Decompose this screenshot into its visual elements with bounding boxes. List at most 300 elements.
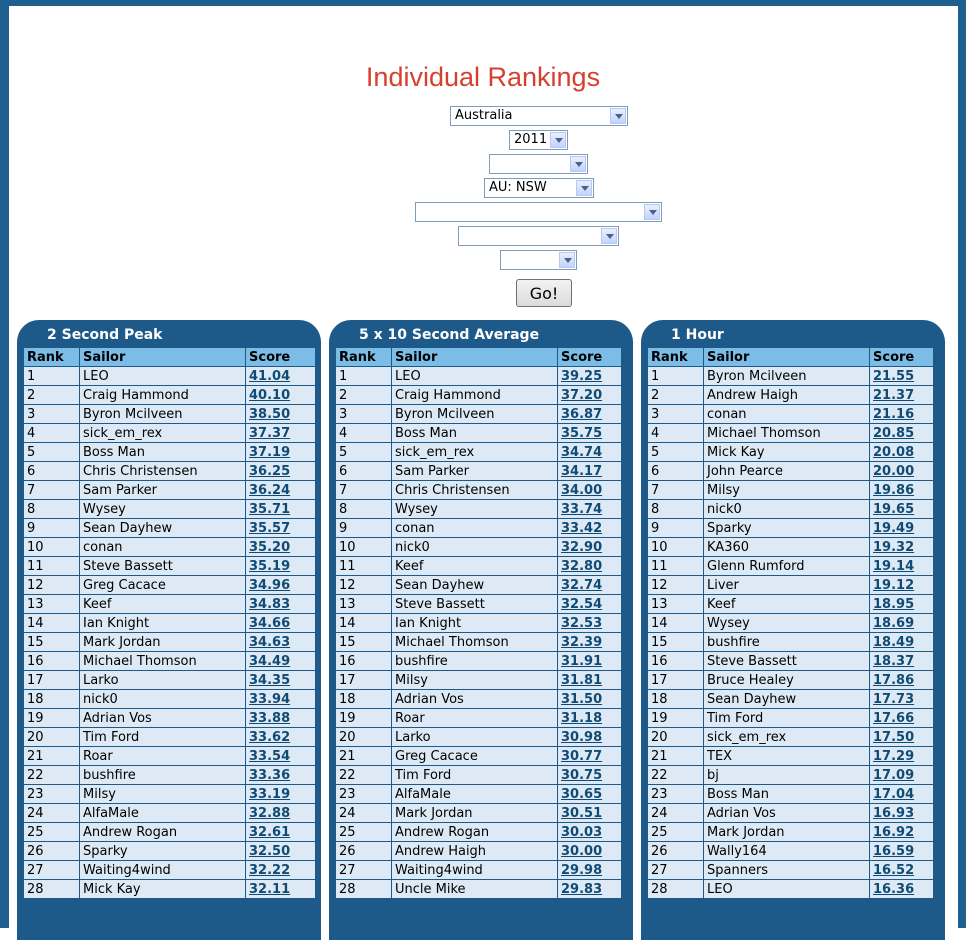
- rank-cell: 7: [24, 481, 80, 500]
- rank-cell: 12: [24, 576, 80, 595]
- score-cell: [870, 633, 934, 652]
- score-link[interactable]: 33.94: [249, 691, 291, 707]
- sailor-cell: Andrew Haigh: [704, 386, 870, 405]
- score-link[interactable]: 36.24: [249, 482, 291, 498]
- table-row: [24, 823, 316, 842]
- table-row: [24, 405, 316, 424]
- score-link[interactable]: 16.92: [873, 824, 915, 840]
- rank-cell: 9: [648, 519, 704, 538]
- score-cell: [558, 842, 622, 861]
- page-title: Individual Rankings: [365, 62, 601, 92]
- score-link[interactable]: 35.20: [249, 539, 291, 555]
- rank-cell: 1: [24, 367, 80, 386]
- table-row: [24, 766, 316, 785]
- sailor-cell: Steve Bassett: [704, 652, 870, 671]
- score-link[interactable]: 35.57: [249, 520, 291, 536]
- table-row: [648, 462, 934, 481]
- score-link[interactable]: 19.65: [873, 501, 915, 517]
- table-row: [648, 500, 934, 519]
- score-cell: [870, 405, 934, 424]
- column-header-sailor: Sailor: [80, 348, 246, 367]
- score-link[interactable]: 34.00: [561, 482, 603, 498]
- table-row: [336, 386, 622, 405]
- sailor-cell: Glenn Rumford: [704, 557, 870, 576]
- score-cell: [558, 880, 622, 899]
- score-link[interactable]: 37.19: [249, 444, 291, 460]
- table-row: [336, 462, 622, 481]
- score-cell: [870, 671, 934, 690]
- column-header-rank: Rank: [648, 348, 704, 367]
- score-link[interactable]: 39.25: [561, 368, 603, 384]
- score-cell: [870, 424, 934, 443]
- score-link[interactable]: 36.87: [561, 406, 603, 422]
- sailor-cell: bushfire: [704, 633, 870, 652]
- score-link[interactable]: 41.04: [249, 368, 291, 384]
- score-cell: [558, 690, 622, 709]
- score-link[interactable]: 34.49: [249, 653, 291, 669]
- score-link[interactable]: 30.77: [561, 748, 603, 764]
- sailor-cell: Waiting4wind: [392, 861, 558, 880]
- sailor-cell: Chris Christensen: [392, 481, 558, 500]
- sailor-cell: Greg Cacace: [392, 747, 558, 766]
- score-link[interactable]: 30.65: [561, 786, 603, 802]
- score-cell: [246, 443, 316, 462]
- gender-select[interactable]: [500, 250, 577, 270]
- state-select[interactable]: [484, 178, 594, 198]
- score-cell: [246, 405, 316, 424]
- rank-cell: 24: [24, 804, 80, 823]
- score-cell: [870, 462, 934, 481]
- table-row: [336, 785, 622, 804]
- team-select[interactable]: [415, 202, 662, 222]
- rank-cell: 28: [336, 880, 392, 899]
- table-row: [648, 576, 934, 595]
- score-link[interactable]: 31.81: [561, 672, 603, 688]
- country-select-value: Australia: [455, 108, 513, 123]
- sailor-cell: bushfire: [80, 766, 246, 785]
- rank-cell: 24: [336, 804, 392, 823]
- sailor-cell: nick0: [392, 538, 558, 557]
- score-link[interactable]: 18.69: [873, 615, 915, 631]
- score-link[interactable]: 20.00: [873, 463, 915, 479]
- table-row: [336, 652, 622, 671]
- score-link[interactable]: 33.42: [561, 520, 603, 536]
- sailor-cell: nick0: [704, 500, 870, 519]
- score-link[interactable]: 17.86: [873, 672, 915, 688]
- score-link[interactable]: 34.74: [561, 444, 603, 460]
- score-cell: [870, 804, 934, 823]
- sailor-cell: sick_em_rex: [704, 728, 870, 747]
- score-link[interactable]: 30.00: [561, 843, 603, 859]
- rank-cell: 10: [24, 538, 80, 557]
- score-link[interactable]: 32.39: [561, 634, 603, 650]
- sailor-cell: Boss Man: [392, 424, 558, 443]
- table-row: [648, 785, 934, 804]
- chevron-down-icon[interactable]: [576, 180, 592, 196]
- score-link[interactable]: 35.71: [249, 501, 291, 517]
- chevron-down-icon[interactable]: [610, 108, 626, 124]
- score-link[interactable]: 34.63: [249, 634, 291, 650]
- score-cell: [558, 823, 622, 842]
- rank-cell: 25: [24, 823, 80, 842]
- sailor-cell: Mark Jordan: [704, 823, 870, 842]
- rank-cell: 25: [336, 823, 392, 842]
- rank-cell: 17: [24, 671, 80, 690]
- column-header-rank: Rank: [336, 348, 392, 367]
- score-cell: [246, 576, 316, 595]
- sailor-cell: Roar: [80, 747, 246, 766]
- score-link[interactable]: 31.91: [561, 653, 603, 669]
- sailor-cell: bj: [704, 766, 870, 785]
- table-row: [648, 804, 934, 823]
- score-cell: [870, 728, 934, 747]
- table-row: [336, 538, 622, 557]
- score-cell: [870, 443, 934, 462]
- table-row: [648, 557, 934, 576]
- sailor-cell: Mark Jordan: [392, 804, 558, 823]
- rank-cell: 13: [336, 595, 392, 614]
- rank-cell: 26: [24, 842, 80, 861]
- score-cell: [558, 386, 622, 405]
- score-link[interactable]: 34.17: [561, 463, 603, 479]
- rank-cell: 4: [648, 424, 704, 443]
- score-link[interactable]: 19.12: [873, 577, 915, 593]
- score-cell: [870, 367, 934, 386]
- score-link[interactable]: 18.49: [873, 634, 915, 650]
- score-cell: [870, 652, 934, 671]
- score-cell: [246, 671, 316, 690]
- score-cell: [558, 728, 622, 747]
- score-link[interactable]: 20.08: [873, 444, 915, 460]
- rank-cell: 1: [336, 367, 392, 386]
- rank-cell: 5: [336, 443, 392, 462]
- score-link[interactable]: 33.54: [249, 748, 291, 764]
- rank-cell: 20: [24, 728, 80, 747]
- sailor-cell: LEO: [80, 367, 246, 386]
- score-link[interactable]: 19.86: [873, 482, 915, 498]
- sailor-cell: Craig Hammond: [80, 386, 246, 405]
- score-link[interactable]: 32.80: [561, 558, 603, 574]
- score-link[interactable]: 40.10: [249, 387, 291, 403]
- table-row: [24, 576, 316, 595]
- rank-cell: 19: [336, 709, 392, 728]
- score-link[interactable]: 35.75: [561, 425, 603, 441]
- score-cell: [558, 709, 622, 728]
- rank-cell: 12: [336, 576, 392, 595]
- sailor-cell: Wysey: [704, 614, 870, 633]
- table-row: [336, 595, 622, 614]
- score-link[interactable]: 17.66: [873, 710, 915, 726]
- table-header-row: [24, 348, 316, 367]
- rank-cell: 12: [648, 576, 704, 595]
- chevron-down-icon[interactable]: [601, 228, 617, 244]
- score-cell: [870, 595, 934, 614]
- table-row: [24, 424, 316, 443]
- score-cell: [558, 576, 622, 595]
- chevron-down-icon[interactable]: [559, 252, 575, 268]
- score-link[interactable]: 20.85: [873, 425, 915, 441]
- score-link[interactable]: 16.93: [873, 805, 915, 821]
- rank-cell: 23: [336, 785, 392, 804]
- rank-cell: 22: [648, 766, 704, 785]
- sailor-cell: LEO: [392, 367, 558, 386]
- table-row: [336, 576, 622, 595]
- sailor-cell: Wysey: [80, 500, 246, 519]
- table-row: [24, 709, 316, 728]
- table-row: [336, 671, 622, 690]
- table-row: [648, 861, 934, 880]
- score-link[interactable]: 30.51: [561, 805, 603, 821]
- score-link[interactable]: 33.62: [249, 729, 291, 745]
- score-cell: [870, 766, 934, 785]
- table-row: [648, 519, 934, 538]
- table-row: [648, 538, 934, 557]
- rank-cell: 8: [24, 500, 80, 519]
- rank-cell: 27: [24, 861, 80, 880]
- sailor-cell: Byron Mcilveen: [392, 405, 558, 424]
- rank-cell: 11: [648, 557, 704, 576]
- score-link[interactable]: 33.19: [249, 786, 291, 802]
- score-link[interactable]: 32.22: [249, 862, 291, 878]
- rank-cell: 10: [648, 538, 704, 557]
- sailor-cell: Michael Thomson: [80, 652, 246, 671]
- sailor-cell: Ian Knight: [80, 614, 246, 633]
- rank-cell: 16: [648, 652, 704, 671]
- score-cell: [870, 500, 934, 519]
- score-cell: [558, 595, 622, 614]
- table-row: [648, 747, 934, 766]
- table-row: [336, 823, 622, 842]
- score-link[interactable]: 32.54: [561, 596, 603, 612]
- score-cell: [870, 880, 934, 899]
- column-header-rank: Rank: [24, 348, 80, 367]
- sailor-cell: Milsy: [704, 481, 870, 500]
- table-row: [336, 747, 622, 766]
- month-select[interactable]: [489, 154, 588, 174]
- sailor-cell: Wally164: [704, 842, 870, 861]
- score-link[interactable]: 17.29: [873, 748, 915, 764]
- rank-cell: 3: [648, 405, 704, 424]
- score-link[interactable]: 19.32: [873, 539, 915, 555]
- score-link[interactable]: 17.09: [873, 767, 915, 783]
- table-row: [648, 766, 934, 785]
- table-row: [336, 766, 622, 785]
- score-cell: [558, 861, 622, 880]
- rank-cell: 26: [336, 842, 392, 861]
- rank-cell: 15: [648, 633, 704, 652]
- score-cell: [558, 652, 622, 671]
- rank-cell: 21: [24, 747, 80, 766]
- column-header-score: Score: [558, 348, 622, 367]
- score-link[interactable]: 37.37: [249, 425, 291, 441]
- score-link[interactable]: 33.88: [249, 710, 291, 726]
- score-cell: [870, 576, 934, 595]
- rank-cell: 16: [24, 652, 80, 671]
- rank-cell: 27: [648, 861, 704, 880]
- score-link[interactable]: 16.52: [873, 862, 915, 878]
- rank-cell: 17: [336, 671, 392, 690]
- score-link[interactable]: 34.35: [249, 672, 291, 688]
- sailor-cell: Mick Kay: [704, 443, 870, 462]
- score-link[interactable]: 21.37: [873, 387, 915, 403]
- table-row: [24, 633, 316, 652]
- chevron-down-icon[interactable]: [570, 156, 586, 172]
- table-row: [24, 842, 316, 861]
- sailor-cell: Chris Christensen: [80, 462, 246, 481]
- score-link[interactable]: 31.18: [561, 710, 603, 726]
- column-header-sailor: Sailor: [704, 348, 870, 367]
- table-row: [24, 728, 316, 747]
- score-link[interactable]: 17.50: [873, 729, 915, 745]
- rank-cell: 17: [648, 671, 704, 690]
- table-row: [336, 614, 622, 633]
- ranking-panel-1-hour: [641, 320, 945, 940]
- score-link[interactable]: 17.73: [873, 691, 915, 707]
- table-row: [336, 709, 622, 728]
- sailor-cell: Waiting4wind: [80, 861, 246, 880]
- country-select[interactable]: [450, 106, 628, 126]
- chevron-down-icon[interactable]: [644, 204, 660, 220]
- score-link[interactable]: 35.19: [249, 558, 291, 574]
- rank-cell: 2: [648, 386, 704, 405]
- score-link[interactable]: 32.74: [561, 577, 603, 593]
- score-link[interactable]: 34.83: [249, 596, 291, 612]
- score-link[interactable]: 36.25: [249, 463, 291, 479]
- rank-cell: 13: [24, 595, 80, 614]
- sailor-cell: Tim Ford: [704, 709, 870, 728]
- ranking-panel-2-second-peak: [17, 320, 321, 940]
- score-link[interactable]: 32.90: [561, 539, 603, 555]
- score-link[interactable]: 21.55: [873, 368, 915, 384]
- score-cell: [558, 462, 622, 481]
- score-cell: [246, 861, 316, 880]
- table-row: [648, 823, 934, 842]
- sailor-cell: Milsy: [80, 785, 246, 804]
- score-cell: [558, 747, 622, 766]
- score-cell: [246, 652, 316, 671]
- score-link[interactable]: 30.98: [561, 729, 603, 745]
- score-link[interactable]: 16.36: [873, 881, 915, 897]
- score-cell: [246, 519, 316, 538]
- score-link[interactable]: 21.16: [873, 406, 915, 422]
- page-frame-left: [0, 0, 9, 928]
- score-link[interactable]: 33.74: [561, 501, 603, 517]
- table-row: [648, 614, 934, 633]
- table-row: [648, 880, 934, 899]
- sailor-cell: Keef: [80, 595, 246, 614]
- table-row: [336, 880, 622, 899]
- sailor-cell: AlfaMale: [80, 804, 246, 823]
- table-row: [336, 557, 622, 576]
- score-link[interactable]: 32.53: [561, 615, 603, 631]
- table-row: [336, 443, 622, 462]
- sailor-cell: conan: [704, 405, 870, 424]
- chevron-down-icon[interactable]: [550, 132, 566, 148]
- score-link[interactable]: 18.37: [873, 653, 915, 669]
- sailor-cell: Greg Cacace: [80, 576, 246, 595]
- rank-cell: 4: [24, 424, 80, 443]
- page-frame-right: [958, 0, 966, 928]
- score-link[interactable]: 18.95: [873, 596, 915, 612]
- table-header-row: [648, 348, 934, 367]
- rank-cell: 15: [24, 633, 80, 652]
- score-link[interactable]: 34.96: [249, 577, 291, 593]
- sailor-cell: AlfaMale: [392, 785, 558, 804]
- rank-cell: 8: [648, 500, 704, 519]
- score-link[interactable]: 32.61: [249, 824, 291, 840]
- rank-cell: 13: [648, 595, 704, 614]
- score-cell: [558, 367, 622, 386]
- rank-cell: 5: [648, 443, 704, 462]
- go-button[interactable]: Go!: [516, 279, 572, 307]
- table-row: [24, 557, 316, 576]
- table-row: [648, 443, 934, 462]
- sailor-cell: Sean Dayhew: [704, 690, 870, 709]
- rank-cell: 10: [336, 538, 392, 557]
- table-row: [24, 462, 316, 481]
- score-link[interactable]: 19.14: [873, 558, 915, 574]
- score-cell: [246, 538, 316, 557]
- table-row: [336, 481, 622, 500]
- rank-cell: 11: [336, 557, 392, 576]
- year-select-value: 2011: [514, 132, 548, 147]
- year-select[interactable]: [509, 130, 568, 150]
- score-link[interactable]: 30.75: [561, 767, 603, 783]
- score-link[interactable]: 16.59: [873, 843, 915, 859]
- score-cell: [558, 538, 622, 557]
- table-row: [648, 728, 934, 747]
- score-link[interactable]: 37.20: [561, 387, 603, 403]
- rank-cell: 6: [648, 462, 704, 481]
- sailor-cell: Tim Ford: [392, 766, 558, 785]
- rank-cell: 11: [24, 557, 80, 576]
- score-link[interactable]: 29.98: [561, 862, 603, 878]
- rank-cell: 9: [336, 519, 392, 538]
- score-cell: [870, 823, 934, 842]
- sailor-cell: sick_em_rex: [392, 443, 558, 462]
- score-cell: [246, 424, 316, 443]
- score-link[interactable]: 32.88: [249, 805, 291, 821]
- score-cell: [870, 519, 934, 538]
- score-link[interactable]: 31.50: [561, 691, 603, 707]
- age-division-select[interactable]: [458, 226, 619, 246]
- score-link[interactable]: 32.11: [249, 881, 291, 897]
- rank-cell: 2: [336, 386, 392, 405]
- score-cell: [558, 519, 622, 538]
- table-row: [24, 519, 316, 538]
- score-cell: [558, 785, 622, 804]
- score-cell: [558, 614, 622, 633]
- table-row: [336, 728, 622, 747]
- table-row: [336, 690, 622, 709]
- score-link[interactable]: 33.36: [249, 767, 291, 783]
- score-link[interactable]: 30.03: [561, 824, 603, 840]
- score-link[interactable]: 34.66: [249, 615, 291, 631]
- score-cell: [246, 785, 316, 804]
- sailor-cell: Mark Jordan: [80, 633, 246, 652]
- table-row: [336, 804, 622, 823]
- score-link[interactable]: 32.50: [249, 843, 291, 859]
- score-link[interactable]: 38.50: [249, 406, 291, 422]
- sailor-cell: Byron Mcilveen: [704, 367, 870, 386]
- score-link[interactable]: 29.83: [561, 881, 603, 897]
- sailor-cell: Liver: [704, 576, 870, 595]
- sailor-cell: TEX: [704, 747, 870, 766]
- score-link[interactable]: 19.49: [873, 520, 915, 536]
- score-link[interactable]: 17.04: [873, 786, 915, 802]
- sailor-cell: Keef: [704, 595, 870, 614]
- table-row: [648, 633, 934, 652]
